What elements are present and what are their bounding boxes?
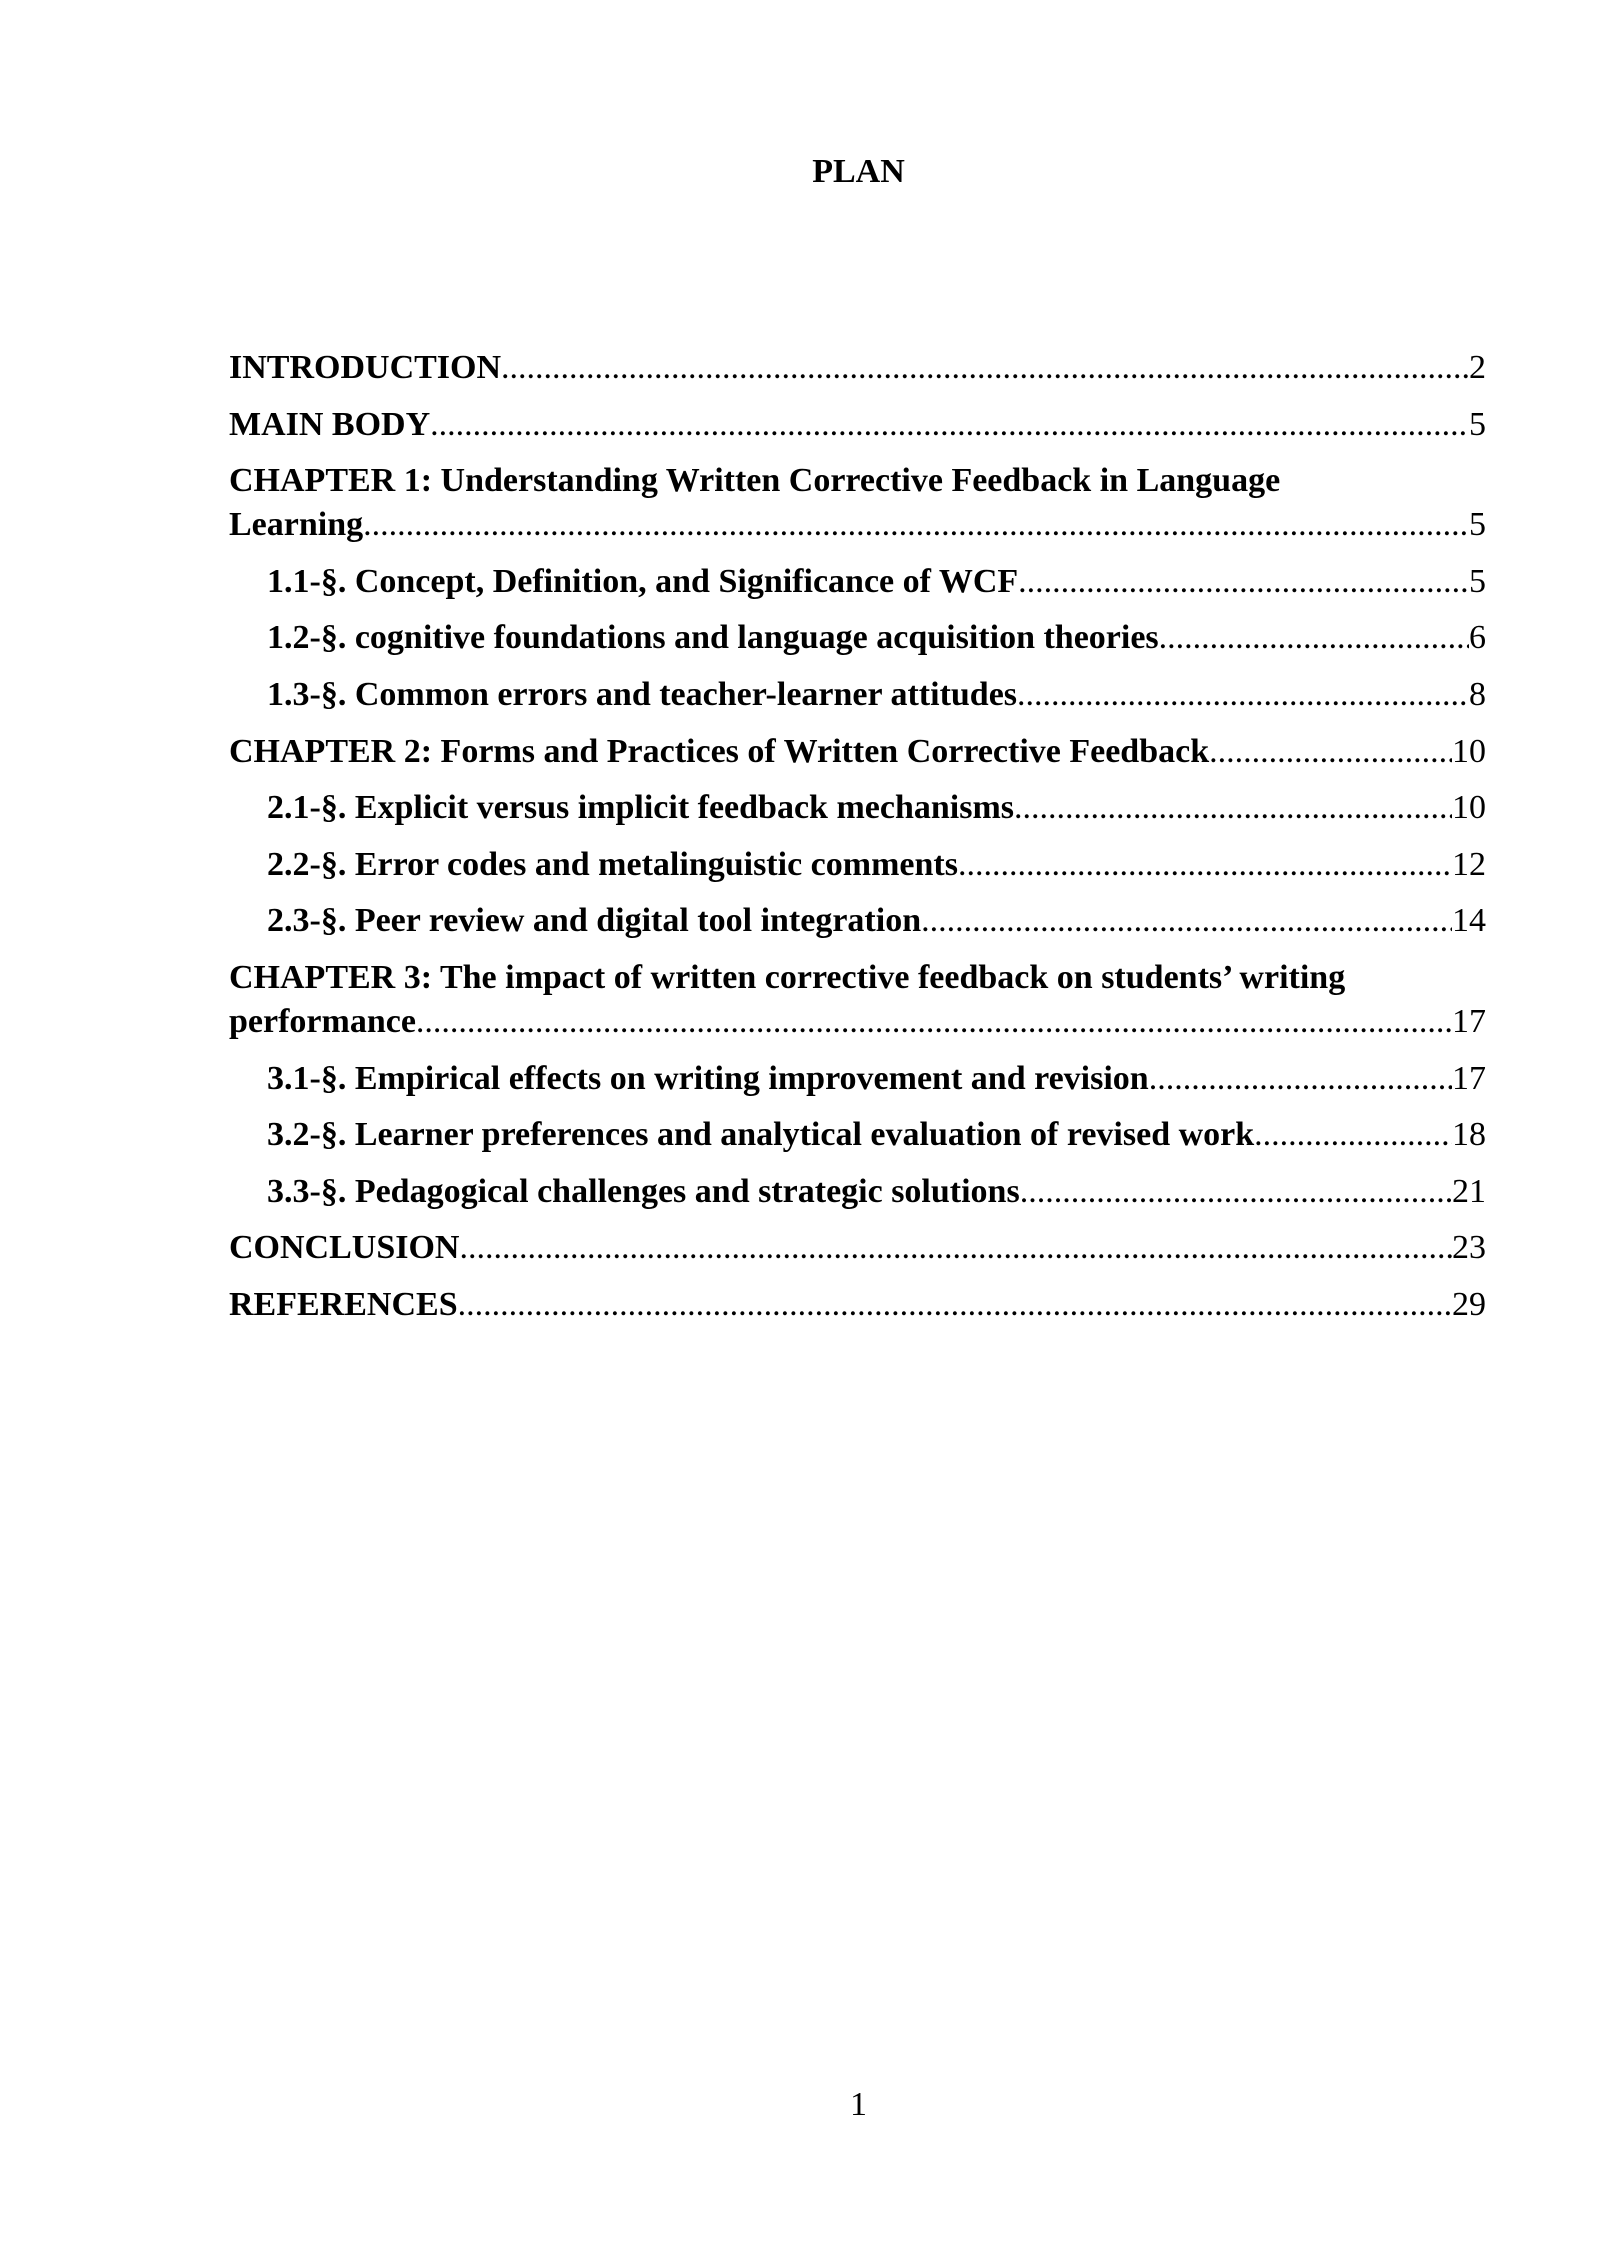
- dot-leader: [1209, 730, 1452, 774]
- dot-leader: [458, 1283, 1452, 1327]
- toc-entry-main-body[interactable]: [229, 403, 1486, 447]
- toc-entry-label: REFERENCES: [229, 1285, 458, 1323]
- toc-entry-introduction[interactable]: [229, 346, 1486, 390]
- toc-entry-references[interactable]: [229, 1283, 1486, 1327]
- toc-entry-label: 2.2-§. Error codes and metalinguistic comments: [267, 845, 958, 883]
- toc-entry-section-1-2[interactable]: [229, 616, 1486, 660]
- toc-entry-label: performance: [229, 1002, 416, 1040]
- toc-page-number: 12: [1452, 845, 1486, 883]
- toc-page-number: 5: [1469, 405, 1486, 443]
- table-of-contents: [229, 346, 1486, 1340]
- toc-entry-label: 1.3-§. Common errors and teacher-learner attitudes: [267, 675, 1018, 713]
- page-number-footer: 1: [850, 2086, 867, 2123]
- dot-leader: [1149, 1057, 1452, 1101]
- toc-entry-label: 1.1-§. Concept, Definition, and Significance of WCF: [267, 562, 1019, 600]
- toc-entry-section-2-2[interactable]: [229, 843, 1486, 887]
- toc-entry-label: CONCLUSION: [229, 1229, 460, 1267]
- toc-entry-chapter-1[interactable]: [229, 459, 1486, 547]
- toc-page-number: 8: [1469, 675, 1486, 713]
- page-title: PLAN: [812, 153, 905, 190]
- toc-entry-section-3-3[interactable]: [229, 1170, 1486, 1214]
- dot-leader: [416, 1000, 1452, 1044]
- toc-entry-section-3-2[interactable]: [229, 1113, 1486, 1157]
- dot-leader: [1159, 616, 1469, 660]
- dot-leader: [1014, 786, 1452, 830]
- toc-entry-label: 3.1-§. Empirical effects on writing improvement and revision: [267, 1059, 1149, 1097]
- toc-page-number: 10: [1452, 732, 1486, 770]
- dot-leader: [958, 843, 1452, 887]
- toc-entry-label-line1: CHAPTER 3: The impact of written corrective feedback on students’ writing: [229, 958, 1346, 996]
- toc-entry-label: 2.1-§. Explicit versus implicit feedback mechanisms: [267, 789, 1015, 827]
- toc-page-number: 14: [1452, 902, 1486, 940]
- toc-entry-label-line1: CHAPTER 1: Understanding Written Corrective Feedback in Language: [229, 462, 1281, 500]
- toc-page-number: 5: [1469, 562, 1486, 600]
- toc-page-number: 6: [1469, 619, 1486, 657]
- dot-leader: [459, 1226, 1452, 1270]
- toc-entry-label: INTRODUCTION: [229, 349, 502, 386]
- toc-page-number: 23: [1452, 1229, 1486, 1267]
- toc-entry-label: Learning: [229, 506, 364, 544]
- toc-entry-conclusion[interactable]: [229, 1226, 1486, 1270]
- toc-entry-section-2-1[interactable]: [229, 786, 1486, 830]
- dot-leader: [430, 403, 1469, 447]
- toc-entry-chapter-2[interactable]: [229, 730, 1486, 774]
- toc-page-number: 21: [1452, 1172, 1486, 1210]
- dot-leader: [921, 899, 1452, 943]
- toc-entry-label: 2.3-§. Peer review and digital tool integration: [267, 902, 922, 940]
- dot-leader: [1017, 673, 1469, 717]
- dot-leader: [1254, 1113, 1452, 1157]
- toc-page-number: 18: [1452, 1116, 1486, 1154]
- toc-page-number: 2: [1469, 349, 1486, 386]
- toc-page-number: 29: [1452, 1285, 1486, 1323]
- toc-entry-label: 3.2-§. Learner preferences and analytical evaluation of revised work: [267, 1116, 1255, 1154]
- dot-leader: [1020, 1170, 1452, 1214]
- toc-entry-section-2-3[interactable]: [229, 899, 1486, 943]
- toc-page-number: 17: [1452, 1002, 1486, 1040]
- toc-entry-chapter-3[interactable]: [229, 956, 1486, 1044]
- toc-page-number: 17: [1452, 1059, 1486, 1097]
- dot-leader: [363, 503, 1469, 547]
- dot-leader: [501, 346, 1469, 390]
- toc-entry-label: MAIN BODY: [229, 405, 431, 443]
- toc-entry-section-3-1[interactable]: [229, 1057, 1486, 1101]
- toc-entry-label: 1.2-§. cognitive foundations and language acquisition theories: [267, 619, 1159, 657]
- toc-entry-section-1-1[interactable]: [229, 560, 1486, 604]
- toc-entry-label: 3.3-§. Pedagogical challenges and strategic solutions: [267, 1172, 1020, 1210]
- toc-page-number: 10: [1452, 789, 1486, 827]
- toc-entry-label: CHAPTER 2: Forms and Practices of Written Corrective Feedback: [229, 732, 1210, 770]
- toc-entry-section-1-3[interactable]: [229, 673, 1486, 717]
- toc-page-number: 5: [1469, 506, 1486, 544]
- dot-leader: [1018, 560, 1469, 604]
